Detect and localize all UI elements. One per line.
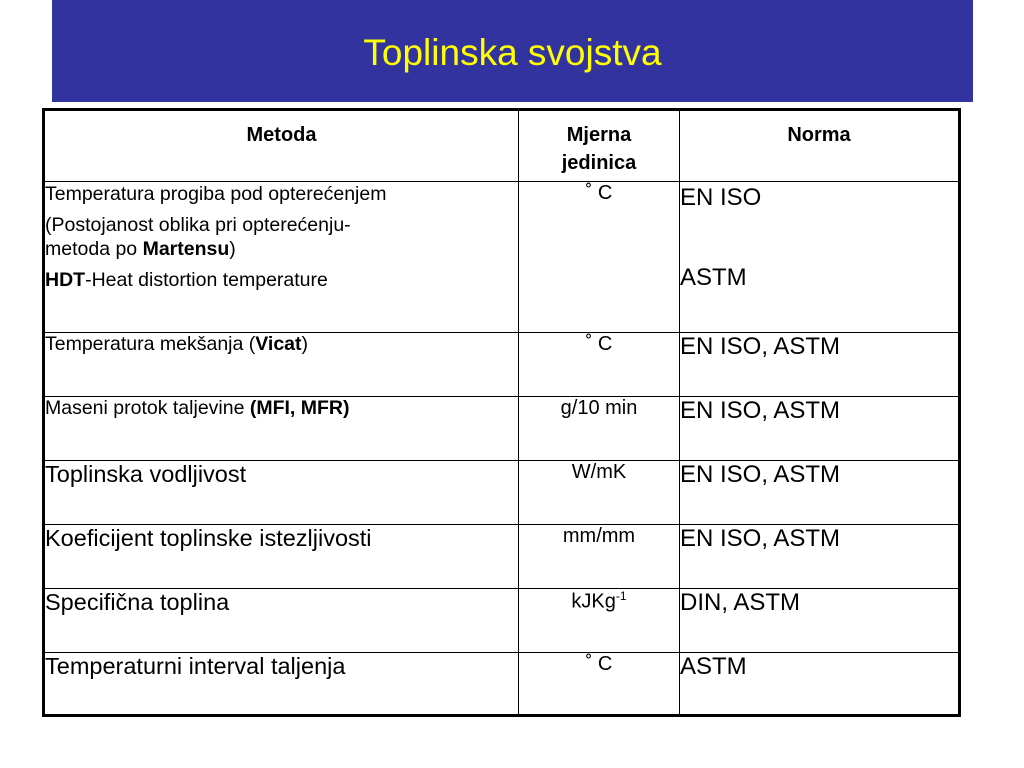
method-cell (44, 333, 519, 397)
norm-cell: EN ISO, ASTM (680, 333, 960, 397)
table-row (44, 397, 960, 461)
unit-cell (519, 589, 680, 653)
norm-cell: EN ISO, ASTM (680, 397, 960, 461)
table-row (44, 461, 960, 525)
method-cell: Temperaturni interval taljenja (44, 653, 519, 716)
method-line: Temperatura progiba pod opterećenjem (45, 183, 387, 205)
method-text: ) (301, 333, 309, 355)
header-metoda: Metoda (44, 110, 519, 182)
norm-text: EN ISO (680, 184, 762, 211)
norm-text: ASTM (680, 264, 747, 291)
table-row (44, 589, 960, 653)
method-cell: Specifična toplina (44, 589, 519, 653)
table-row (44, 653, 960, 716)
unit-base: kJKg (571, 590, 616, 613)
method-text: metoda po (45, 238, 143, 260)
title-bar (52, 0, 973, 102)
method-cell: Koeficijent toplinske istezljivosti (44, 525, 519, 589)
method-text: Temperatura mekšanja ( (45, 333, 256, 355)
method-cell (44, 182, 519, 333)
method-bold: Martensu (142, 238, 230, 260)
table-row (44, 182, 960, 333)
method-text: ) (229, 238, 236, 260)
properties-table (42, 108, 961, 717)
unit-cell: W/mK (519, 461, 680, 525)
method-cell: Toplinska vodljivost (44, 461, 519, 525)
method-text: Maseni protok taljevine (45, 397, 250, 419)
unit-cell: mm/mm (519, 525, 680, 589)
method-line (45, 268, 518, 292)
unit-cell: g/10 min (519, 397, 680, 461)
method-bold: (MFI, MFR) (249, 397, 350, 419)
table-row (44, 525, 960, 589)
method-text: -Heat distortion temperature (85, 269, 328, 291)
header-jedinica-line2: jedinica (561, 152, 637, 174)
header-mjerna-jedinica (519, 110, 680, 182)
method-cell (44, 397, 519, 461)
norm-cell (680, 182, 960, 333)
norm-cell: ASTM (680, 653, 960, 716)
slide-title: Toplinska svojstva (363, 32, 662, 73)
method-line (45, 213, 518, 261)
unit-cell: ˚ C (519, 182, 680, 333)
norm-cell: DIN, ASTM (680, 589, 960, 653)
unit-cell: ˚ C (519, 653, 680, 716)
unit-superscript: -1 (615, 589, 627, 603)
norm-cell: EN ISO, ASTM (680, 525, 960, 589)
header-jedinica-line1: Mjerna (566, 124, 632, 146)
norm-cell: EN ISO, ASTM (680, 461, 960, 525)
method-bold: HDT (45, 269, 86, 291)
method-bold: Vicat (255, 333, 302, 355)
table-header-row (44, 110, 960, 182)
table-row (44, 333, 960, 397)
header-norma: Norma (680, 110, 960, 182)
method-text: (Postojanost oblika pri opterećenju- (45, 214, 351, 236)
unit-cell: ˚ C (519, 333, 680, 397)
